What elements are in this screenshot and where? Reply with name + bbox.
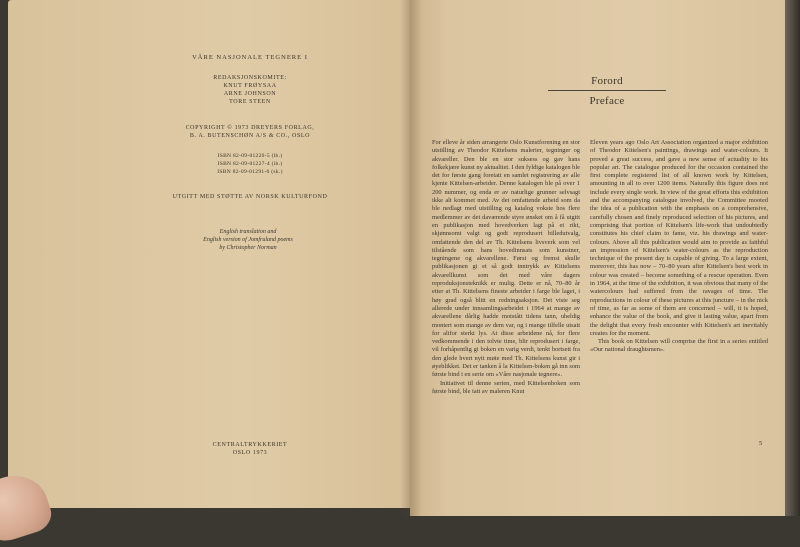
printer-place-year: OSLO 1973: [232, 450, 268, 456]
copyright-notice: [150, 124, 350, 140]
translation-line: by Christopher Norman: [219, 245, 277, 251]
printer-imprint: [150, 441, 350, 457]
paragraph: Eleven years ago Oslo Art Association organized a major exhibition of Theodor Kittelsen's paintings, drawings and water-colours. It proved a great success, and gave a new sense of actuality to his popular art. The catalogue produced for the occasion contained the first complete registered list of all known work by Kittelsen, amounting in all to over 1200 items. Naturally this figure does not include every single work. In view of the great efforts this exhibition and the accompanying catalogue involved, the Committee mooted the idea of a publication with the emphasis on a comprehensive, carefully chosen and finely reproduced selection of his pictures, and comprising that portion of Kittelsen's life-work that undoubtedly constitutes his chief claim to fame, viz. his drawings and water-colours. Above all this publication would aim to provide as faithful an impression of Kittelsen's water-colours as the reproduction technique of the present day is capable of giving. To a large extent, moreover, this has now – 70–80 years after Kittelsen's best work in colour was created – become something of a rescue operation. Even in 1964, at the time of the exhibition, it was obvious that many of the watercolours had suffered from the ravages of time. The reproductions in colour of these pictures at this juncture – in the nick of time, as far as some of them are concerned – will, it is hoped, enhance the value of the book, and give it lasting value, apart from the delight that every fresh encounter with Kittelsen's art inevitably creates for the moment.: [590, 139, 768, 337]
norwegian-text-column: [432, 139, 580, 449]
copyright-line: COPYRIGHT © 1973 DREYERS FORLAG,: [185, 125, 315, 131]
heading-norwegian: Forord: [591, 75, 623, 87]
series-title: VÅRE NASJONALE TEGNERE I: [192, 54, 308, 61]
editorial-committee: [150, 74, 350, 106]
committee-member: TORE STEEN: [229, 99, 271, 105]
heading-english: Preface: [589, 95, 625, 107]
committee-member: ARNE JOHNSON: [223, 91, 277, 97]
heading-divider: [548, 90, 666, 91]
committee-heading: REDAKSJONSKOMITE:: [213, 75, 287, 81]
translation-line: English translation and: [219, 229, 277, 235]
translation-line: English version of Jomfruland poems: [203, 237, 293, 243]
page-edge-shadow: [785, 0, 800, 516]
translation-credit: [168, 228, 328, 252]
support-notice: UTGITT MED STØTTE AV NORSK KULTURFOND: [172, 194, 328, 200]
page-number: 5: [759, 440, 763, 447]
paragraph: This book on Kittelsen will comprise the first in a series entitled «Our national draughtsmen».: [590, 338, 768, 354]
isbn-line: ISBN 82-09-01291-6 (sk.): [217, 169, 283, 175]
english-text-column: [590, 139, 768, 459]
isbn-line: ISBN 82-09-01227-4 (ib.): [217, 161, 283, 167]
isbn-line: ISBN 82-09-01220-5 (lb.): [217, 153, 283, 159]
isbn-list: [150, 152, 350, 176]
committee-member: KNUT FRØYSAA: [223, 83, 277, 89]
paragraph: For ellevе år siden arrangerte Oslo Kunstforening en stor utstilling av Theodor Kittelsens malerier, tegninger og akvareller. Den ble en stor suksess og gav hans folkekjære kunst ny aktualitet. I den fyldige katalogen ble det for første gang foretatt en samlet registrering av alle kjente Kittelsen-arbeider. Denne katalogen ble på over 1 200 nummer, og enda er av naturlige grunner selvsagt ikke alt kommet med. Av det omfattende arbeid som da ble nedlagt med utstilling og katalog vokste hos flere medlemmer av det daværende styre ønsket om å få utgitt en publikasjon med hovedverken lagt på et rikt, skjønnsomt valgt og godt reprodusert billedutvalg, omfattende den del av Th. Kittelsens livsverk som vel tilstående som hans hovedinnsats som kunstner, tegningene og akvarellene. Først og fremst skulle publikasjonen gi et så godt inntrykk av Kittelsens akvarellkunst som det med våre dagers reproduksjonsteknikk er mulig. Dette er nå, 70–80 år etter at Th. Kittelsens fineste arbeider i farge ble laget, i høy grad også blitt en redningsaksjon. Det viste seg allerede under innsamlingsarbeidet i 1964 at mange av akvarellene dårlig hadde motstått tidens tann, uheldig montert som mange av dem var, og i mange tilfelle utsatt for altfor sterkt lys. At disse arbeidene nå, for flere vedkommende i den tolvte time, blir reprodusert i farge, vil forhåpentlig gi boken en varig verdi, tenkt bortsett fra den glede hvert nytt møte med Th. Kittelsens kunst gir i øyeblikket. Det er tanken å la Kittelsen-boken gå inn som første bind i en serie om «Våre nasjonale tegnere».: [432, 139, 580, 379]
copyright-line: B. A. BUTENSCHØN A/S & CO., OSLO: [189, 133, 311, 139]
printer-name: CENTRALTRYKKERIET: [212, 442, 288, 448]
book-gutter: [400, 0, 422, 516]
paragraph: Initiativet til denne serien, med Kittelsenboken som første bind, ble tatt av maleren Knut: [432, 379, 580, 395]
